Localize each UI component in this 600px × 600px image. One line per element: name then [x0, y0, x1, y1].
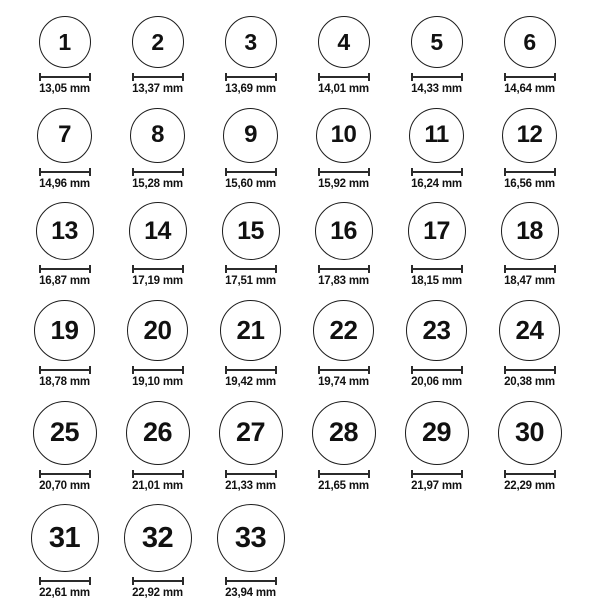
ring-size-circle	[502, 108, 557, 163]
ring-size-item	[204, 202, 297, 288]
diameter-measure-line	[411, 168, 463, 176]
ring-size-number: 8	[151, 121, 164, 149]
diameter-measure-line	[225, 265, 277, 273]
size-row	[18, 504, 600, 600]
ring-size-circle	[130, 108, 185, 163]
diameter-measure-line	[504, 366, 556, 374]
ring-size-number: 5	[430, 28, 443, 55]
ring-size-circle	[127, 300, 188, 361]
ring-size-circle	[504, 16, 556, 68]
measure-bar	[226, 580, 276, 582]
diameter-measure-line	[39, 577, 91, 585]
diameter-measure-line	[132, 366, 184, 374]
measure-bar	[40, 171, 90, 173]
ring-size-number: 23	[422, 315, 451, 346]
ring-size-item	[18, 300, 111, 389]
diameter-label: 14,01 mm	[318, 83, 369, 95]
ring-size-number: 29	[421, 417, 452, 448]
measure-bar	[319, 171, 369, 173]
ring-size-circle	[220, 300, 281, 361]
diameter-measure-line	[132, 265, 184, 273]
measure-bar	[505, 171, 555, 173]
ring-size-number: 26	[142, 417, 173, 448]
ring-size-item	[297, 401, 390, 493]
ring-size-number: 7	[58, 121, 71, 149]
ring-size-circle	[225, 16, 277, 68]
diameter-measure-line	[411, 366, 463, 374]
ring-size-item	[18, 202, 111, 288]
diameter-measure-line	[318, 168, 370, 176]
ring-size-number: 9	[244, 121, 257, 149]
ring-size-circle	[408, 202, 466, 260]
ring-size-item	[111, 504, 204, 600]
ring-size-number: 11	[424, 121, 449, 149]
diameter-measure-line	[132, 168, 184, 176]
diameter-label: 16,87 mm	[39, 275, 90, 288]
ring-size-number: 12	[516, 121, 543, 149]
diameter-measure-line	[411, 73, 463, 81]
measure-bar	[226, 369, 276, 371]
ring-size-item	[204, 401, 297, 493]
ring-size-item	[18, 504, 111, 600]
diameter-label: 13,37 mm	[132, 83, 183, 95]
measure-bar	[319, 473, 369, 475]
ring-size-circle	[126, 401, 190, 465]
ring-size-item	[111, 300, 204, 389]
ring-size-number: 19	[50, 315, 79, 346]
ring-size-circle	[222, 202, 280, 260]
diameter-measure-line	[225, 577, 277, 585]
ring-size-circle	[315, 202, 373, 260]
measure-bar	[133, 473, 183, 475]
size-row	[18, 108, 600, 191]
diameter-label: 17,51 mm	[225, 275, 276, 288]
diameter-label: 19,10 mm	[132, 375, 183, 388]
ring-size-circle	[406, 300, 467, 361]
ring-size-item	[18, 16, 111, 96]
ring-size-item	[204, 504, 297, 600]
measure-bar	[40, 268, 90, 270]
diameter-label: 13,69 mm	[225, 83, 276, 95]
diameter-label: 21,65 mm	[318, 479, 369, 492]
diameter-label: 18,78 mm	[39, 375, 90, 388]
diameter-label: 22,61 mm	[39, 587, 90, 600]
measure-bar	[412, 369, 462, 371]
diameter-label: 14,96 mm	[39, 177, 90, 190]
ring-size-circle	[313, 300, 374, 361]
diameter-measure-line	[132, 470, 184, 478]
ring-size-circle	[409, 108, 464, 163]
diameter-measure-line	[225, 73, 277, 81]
ring-size-item	[390, 401, 483, 493]
ring-size-item	[483, 401, 576, 493]
measure-bar	[133, 171, 183, 173]
ring-size-number: 24	[515, 315, 544, 346]
diameter-label: 22,29 mm	[504, 479, 555, 492]
diameter-measure-line	[225, 470, 277, 478]
ring-size-number: 33	[234, 521, 267, 554]
measure-bar	[319, 369, 369, 371]
ring-size-item	[204, 16, 297, 96]
ring-size-circle	[501, 202, 559, 260]
ring-size-number: 31	[48, 521, 81, 554]
diameter-label: 15,92 mm	[318, 177, 369, 190]
diameter-measure-line	[504, 168, 556, 176]
ring-size-circle	[223, 108, 278, 163]
diameter-measure-line	[39, 366, 91, 374]
ring-size-circle	[33, 401, 97, 465]
ring-size-number: 21	[236, 315, 265, 346]
measure-bar	[226, 268, 276, 270]
measure-bar	[505, 473, 555, 475]
ring-size-number: 6	[523, 28, 536, 55]
diameter-measure-line	[318, 73, 370, 81]
ring-size-circle	[219, 401, 283, 465]
diameter-label: 16,24 mm	[411, 177, 462, 190]
ring-size-circle	[34, 300, 95, 361]
diameter-measure-line	[318, 265, 370, 273]
ring-size-number: 4	[337, 28, 350, 55]
diameter-label: 14,33 mm	[411, 83, 462, 95]
diameter-measure-line	[225, 168, 277, 176]
diameter-measure-line	[225, 366, 277, 374]
diameter-measure-line	[411, 265, 463, 273]
diameter-label: 21,33 mm	[225, 479, 276, 492]
diameter-measure-line	[318, 366, 370, 374]
measure-bar	[319, 268, 369, 270]
diameter-label: 21,97 mm	[411, 479, 462, 492]
ring-size-number: 32	[141, 521, 174, 554]
measure-bar	[505, 369, 555, 371]
ring-size-circle	[318, 16, 370, 68]
ring-size-circle	[498, 401, 562, 465]
measure-bar	[412, 473, 462, 475]
diameter-label: 20,38 mm	[504, 375, 555, 388]
diameter-measure-line	[318, 470, 370, 478]
diameter-measure-line	[504, 265, 556, 273]
ring-size-item	[297, 16, 390, 96]
ring-size-item	[297, 108, 390, 191]
diameter-label: 19,42 mm	[225, 375, 276, 388]
measure-bar	[505, 76, 555, 78]
measure-bar	[40, 76, 90, 78]
diameter-label: 22,92 mm	[132, 587, 183, 600]
ring-size-item	[297, 202, 390, 288]
ring-size-circle	[129, 202, 187, 260]
ring-size-circle	[312, 401, 376, 465]
ring-size-number: 27	[235, 417, 266, 448]
ring-size-item	[204, 300, 297, 389]
diameter-label: 19,74 mm	[318, 375, 369, 388]
measure-bar	[505, 268, 555, 270]
diameter-measure-line	[132, 577, 184, 585]
ring-size-number: 1	[58, 28, 71, 55]
measure-bar	[133, 76, 183, 78]
ring-size-number: 18	[516, 216, 543, 245]
ring-size-item	[18, 108, 111, 191]
ring-size-circle	[124, 504, 192, 572]
ring-size-item	[18, 401, 111, 493]
measure-bar	[319, 76, 369, 78]
diameter-label: 23,94 mm	[225, 587, 276, 600]
ring-size-circle	[132, 16, 184, 68]
diameter-measure-line	[504, 470, 556, 478]
diameter-measure-line	[411, 470, 463, 478]
ring-size-item	[204, 108, 297, 191]
ring-size-circle	[411, 16, 463, 68]
ring-size-circle	[217, 504, 285, 572]
diameter-label: 17,83 mm	[318, 275, 369, 288]
ring-size-number: 10	[330, 121, 357, 149]
measure-bar	[40, 580, 90, 582]
ring-size-circle	[316, 108, 371, 163]
ring-size-item	[111, 202, 204, 288]
ring-size-item	[390, 108, 483, 191]
ring-size-item	[111, 401, 204, 493]
diameter-label: 17,19 mm	[132, 275, 183, 288]
diameter-measure-line	[504, 73, 556, 81]
measure-bar	[133, 369, 183, 371]
ring-size-circle	[36, 202, 94, 260]
ring-size-number: 16	[330, 216, 357, 245]
measure-bar	[412, 171, 462, 173]
ring-size-circle	[39, 16, 91, 68]
ring-size-number: 30	[514, 417, 545, 448]
ring-size-circle	[31, 504, 99, 572]
diameter-label: 21,01 mm	[132, 479, 183, 492]
measure-bar	[40, 473, 90, 475]
diameter-measure-line	[39, 73, 91, 81]
ring-size-item	[483, 300, 576, 389]
ring-size-number: 17	[423, 216, 450, 245]
diameter-label: 15,60 mm	[225, 177, 276, 190]
diameter-label: 18,15 mm	[411, 275, 462, 288]
measure-bar	[226, 76, 276, 78]
measure-bar	[412, 268, 462, 270]
diameter-measure-line	[39, 265, 91, 273]
ring-size-item	[483, 16, 576, 96]
ring-size-number: 13	[51, 216, 78, 245]
diameter-measure-line	[132, 73, 184, 81]
measure-bar	[40, 369, 90, 371]
ring-size-number: 2	[151, 28, 164, 55]
ring-size-number: 14	[144, 216, 171, 245]
ring-size-number: 15	[237, 216, 264, 245]
measure-bar	[133, 580, 183, 582]
diameter-label: 16,56 mm	[504, 177, 555, 190]
ring-size-item	[297, 300, 390, 389]
diameter-label: 15,28 mm	[132, 177, 183, 190]
measure-bar	[412, 76, 462, 78]
ring-size-item	[111, 108, 204, 191]
ring-size-number: 28	[328, 417, 359, 448]
size-row	[18, 300, 600, 389]
ring-size-circle	[499, 300, 560, 361]
ring-size-number: 20	[143, 315, 172, 346]
diameter-label: 20,06 mm	[411, 375, 462, 388]
diameter-measure-line	[39, 470, 91, 478]
ring-size-item	[483, 202, 576, 288]
ring-size-item	[390, 300, 483, 389]
size-row	[18, 401, 600, 493]
diameter-label: 14,64 mm	[504, 83, 555, 95]
diameter-measure-line	[39, 168, 91, 176]
diameter-label: 20,70 mm	[39, 479, 90, 492]
diameter-label: 13,05 mm	[39, 83, 90, 95]
size-row	[18, 202, 600, 288]
ring-size-circle	[405, 401, 469, 465]
ring-size-item	[390, 16, 483, 96]
ring-size-number: 22	[329, 315, 358, 346]
ring-size-item	[483, 108, 576, 191]
ring-size-item	[111, 16, 204, 96]
measure-bar	[226, 473, 276, 475]
ring-size-number: 25	[49, 417, 80, 448]
ring-size-number: 3	[244, 28, 257, 55]
diameter-label: 18,47 mm	[504, 275, 555, 288]
size-row	[18, 16, 600, 96]
ring-size-item	[390, 202, 483, 288]
measure-bar	[226, 171, 276, 173]
ring-size-circle	[37, 108, 92, 163]
measure-bar	[133, 268, 183, 270]
